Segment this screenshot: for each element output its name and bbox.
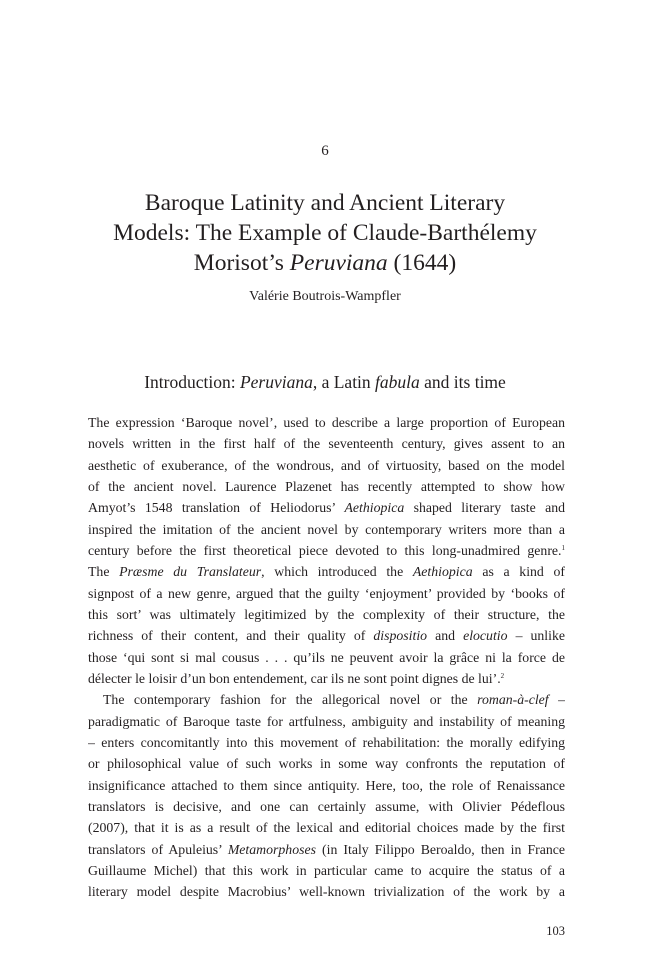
text-line: Amyot’s 1548 translation of Heliodorus’ Aethiopica shaped literary taste and <box>88 500 565 516</box>
text-line: translators of Apuleius’ Metamorphoses (in Italy Filippo Beroaldo, then in France <box>88 841 565 857</box>
text-line: (2007), that it is as a result of the lexical and editorial choices made by the first <box>88 820 565 836</box>
title-line-1: Baroque Latinity and Ancient Literary <box>144 190 506 216</box>
text-line: The Præsme du Translateur, which introduced the Aethiopica as a kind of <box>88 564 565 580</box>
text-line: signpost of a new genre, argued that the guilty ‘enjoyment’ provided by ‘books of <box>88 585 565 601</box>
body-text <box>88 412 565 903</box>
title-italic: Peruviana <box>289 250 388 276</box>
text-line: Guillaume Michel) that this work in particular came to acquire the status of a <box>88 862 565 878</box>
author-name: Valérie Boutrois-Wampfler <box>249 289 401 304</box>
text-line: The contemporary fashion for the allegorical novel or the roman-à-clef – <box>103 692 565 708</box>
text-line: délecter le loisir d’un bon entendement, car ils ne sont point dignes de lui’.$^2$ <box>88 670 505 686</box>
footnote-marker[interactable]: 1 <box>561 543 565 552</box>
text-line: translators is decisive, and one can certainly assume, with Olivier Pédeflous <box>88 798 565 814</box>
text-line: insignificance attached to them since antiquity. Here, too, the role of Renaissance <box>88 777 565 793</box>
text-line: century before the first theoretical piece devoted to this long-unadmired genre.$^1$ <box>88 542 565 558</box>
chapter-number: 6 <box>321 143 329 159</box>
footnote-marker[interactable]: 2 <box>500 671 505 680</box>
section-heading: Introduction: Peruviana, a Latin fabula and its time <box>144 372 506 392</box>
text-line: paradigmatic of Baroque taste for artfulness, ambiguity and instability of meaning <box>88 713 565 729</box>
page-number: 103 <box>546 924 565 938</box>
text-line: of the ancient novel. Laurence Plazenet has recently attempted to show how <box>88 478 565 494</box>
text-line: inspired the imitation of the ancient novel by contemporary writers more than a <box>88 521 565 537</box>
text-line: richness of their content, and their quality of dispositio and elocutio – unlike <box>88 628 565 644</box>
text-line: this sort’ was ultimately legitimized by the complexity of their structure, the <box>88 606 565 622</box>
text-line: novels written in the first half of the seventeenth century, gives assent to an <box>88 436 565 452</box>
title-line-2: Models: The Example of Claude-Barthélemy <box>113 220 537 246</box>
text-line: – enters concomitantly into this movement of rehabilitation: the morally edifying <box>88 734 565 750</box>
title-line-3: Morisot’s Peruviana (1644) <box>193 250 457 276</box>
text-line: or philosophical value of such works in some way confronts the reputation of <box>88 756 565 772</box>
text-line: those ‘qui sont si mal cousus . . . qu’ils ne peuvent avoir la grâce ni la force de <box>88 649 565 665</box>
text-line: The expression ‘Baroque novel’, used to describe a large proportion of European <box>88 415 565 430</box>
chapter-title <box>0 188 650 278</box>
text-line: literary model despite Macrobius’ well-known trivialization of the work by a <box>88 884 565 900</box>
text-line: aesthetic of exuberance, of the wondrous, and of virtuosity, based on the model <box>88 457 565 473</box>
